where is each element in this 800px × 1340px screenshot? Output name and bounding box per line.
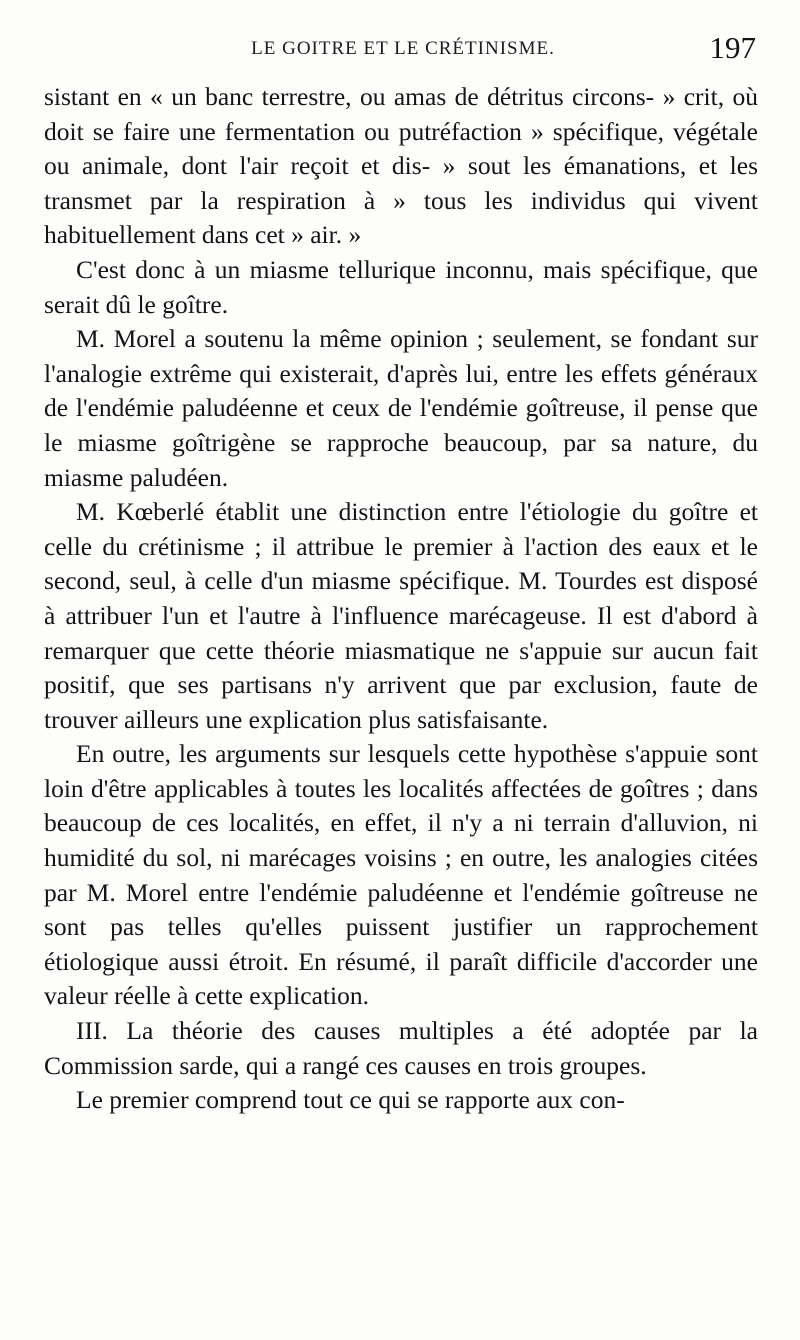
paragraph-en-outre: En outre, les arguments sur lesquels cette hypothèse s'appuie sont loin d'être applicables à toutes les localités affectées de goîtres ; dans beaucoup de ces localités, en effet, il n'y a ni terrain d'alluvion, ni humidité du sol, ni marécages voisins ; en outre, les analogies citées par M. Morel entre l'endémie paludéenne et l'endémie goîtreuse ne sont pas telles qu'elles puissent justifier un rapprochement étiologique aussi étroit. En résumé, il paraît difficile d'accorder une valeur réelle à cette explication. <box>44 739 758 1011</box>
running-title: LE GOITRE ET LE CRÉTINISME. <box>251 38 555 59</box>
paragraph-koeberle: M. Kœberlé établit une distinction entre l'étiologie du goître et celle du crétinisme ; il attribue le premier à l'action des eaux et le second, seul, à celle d'un miasme spécifique. M. Tourdes est disposé à attribuer l'un et l'autre à l'influence marécageuse. Il est d'abord à remarquer que cette théorie miasmatique ne s'appuie sur aucun fait positif, que ses partisans n'y arrivent que par exclusion, faute de trouver ailleurs une explication plus satisfaisante. <box>44 497 758 734</box>
paragraph-miasme-tellurique: C'est donc à un miasme tellurique inconnu, mais spécifique, que serait dû le goître. <box>44 254 758 319</box>
page-number: 197 <box>709 30 756 65</box>
running-head <box>44 30 762 70</box>
paragraph-theorie-causes-multiples: III. La théorie des causes multiples a été adoptée par la Commission sarde, qui a rangé ces causes en trois groupes. <box>44 1016 758 1080</box>
paragraph-quote-continuation: sistant en « un banc terrestre, ou amas de détritus circons- » crit, où doit se faire une fermentation ou putréfaction » spécifique, végétale ou animale, dont l'air reçoit et dis- » sout les émanations, et les transmet par la respiration à » tous les individus qui vivent habituellement dans cet » air. » <box>44 82 758 250</box>
body-text <box>44 80 758 1118</box>
paragraph-morel: M. Morel a soutenu la même opinion ; seulement, se fondant sur l'analogie extrême qui existerait, d'après lui, entre les effets généraux de l'endémie paludéenne et ceux de l'endémie goîtreuse, il pense que le miasme goîtrigène se rapproche beaucoup, par sa nature, du miasme paludéen. <box>44 324 758 492</box>
paragraph-premier-groupe: Le premier comprend tout ce qui se rapporte aux con- <box>76 1085 625 1115</box>
